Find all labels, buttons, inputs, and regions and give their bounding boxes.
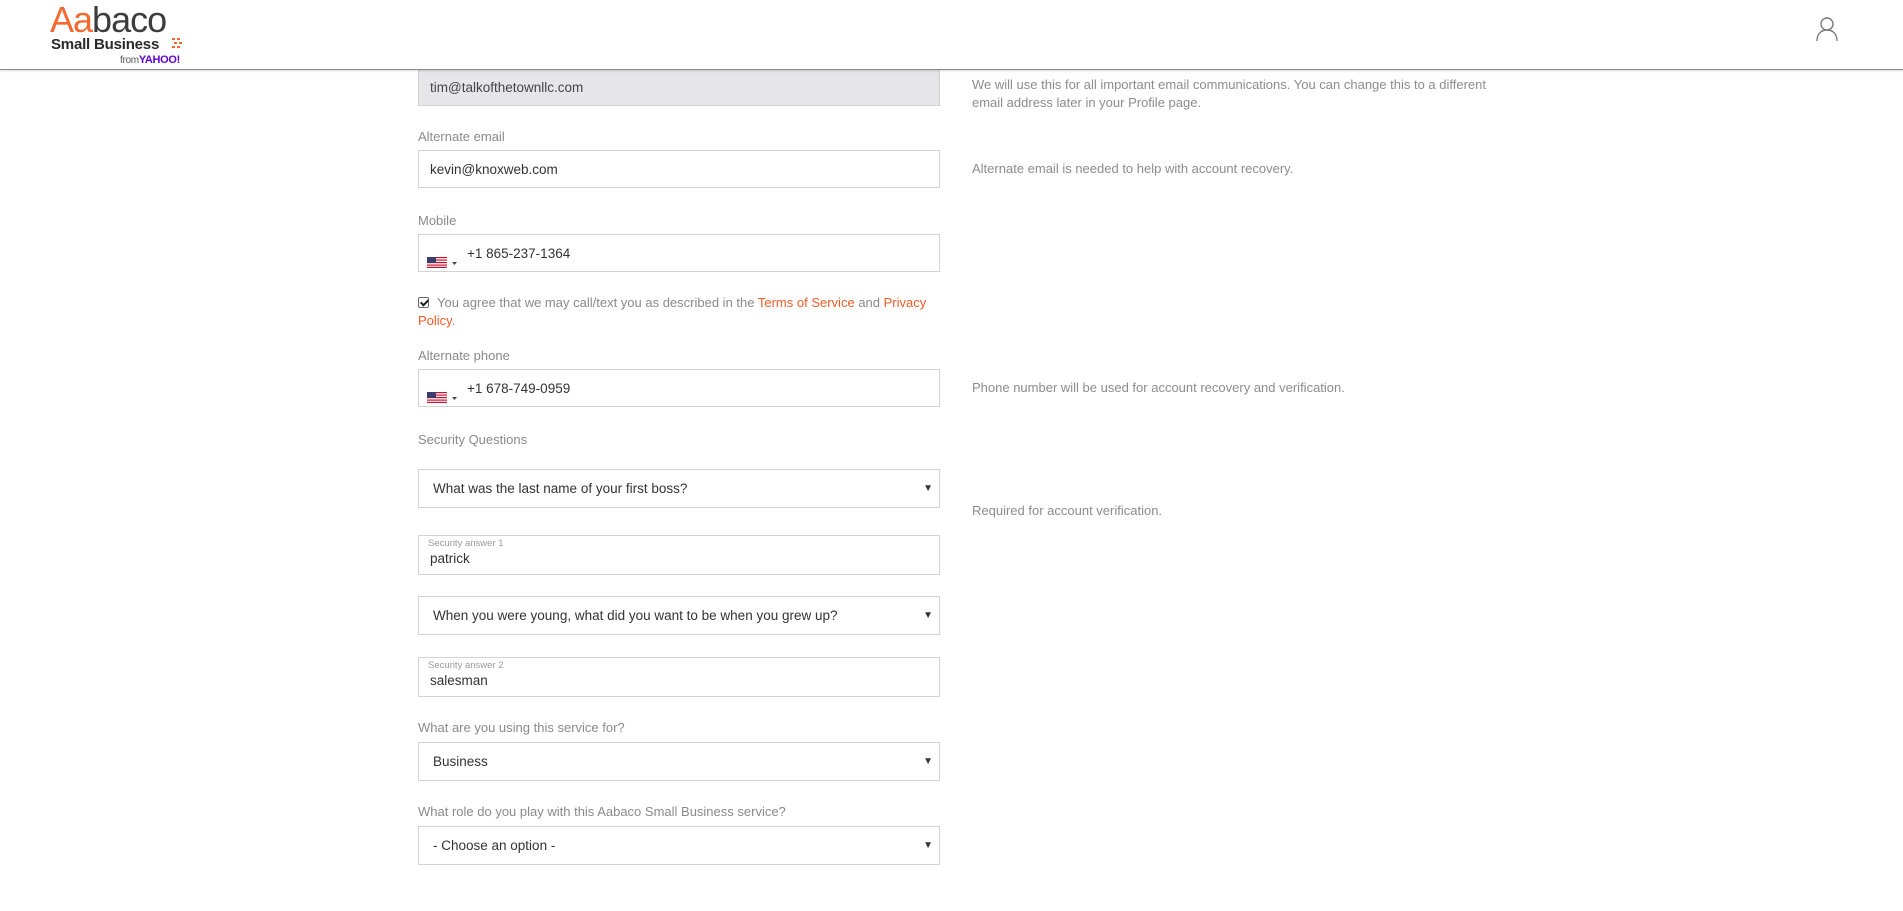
chevron-down-icon: ▼ [923,756,933,767]
alternate-phone-value: +1 678-749-0959 [467,381,571,396]
consent-period: . [451,313,456,328]
sms-consent [418,294,948,330]
security-help-text: Required for account verification. [972,503,1163,518]
mobile-country-selector[interactable] [427,247,459,261]
security-question-2-select[interactable] [418,596,940,635]
alternate-phone-country-selector[interactable] [427,382,459,396]
alternate-phone-label: Alternate phone [418,348,510,363]
logo-subtitle: Small Business [51,36,160,53]
alternate-email-help-text: Alternate email is needed to help with account recovery. [972,161,1294,176]
top-header [0,0,1903,70]
security-answer-1-label: Security answer 1 [428,538,504,549]
security-question-1-value: What was the last name of your first boss? [433,481,688,496]
security-answer-1-field[interactable] [418,535,940,575]
role-select[interactable] [418,826,940,865]
mobile-label: Mobile [418,213,457,228]
security-question-1-select[interactable] [418,469,940,508]
mobile-value: +1 865-237-1364 [467,246,571,261]
logo-from-yahoo [120,54,180,67]
us-flag-icon [427,391,459,405]
yahoo-text: YAHOO! [138,54,181,66]
alternate-email-field[interactable]: kevin@knoxweb.com [418,150,940,188]
chevron-down-icon: ▼ [923,610,933,621]
alternate-phone-field[interactable] [418,369,940,407]
logo-wordmark [50,0,166,40]
consent-checkbox[interactable] [418,297,429,308]
security-answer-1-value: patrick [430,551,470,566]
chevron-down-icon: ▼ [923,483,933,494]
security-question-2-value: When you were young, what did you want to be when you grew up? [433,608,838,623]
role-value: - Choose an option - [433,838,556,853]
user-icon[interactable] [1815,16,1839,42]
alternate-phone-help-text: Phone number will be used for account recovery and verification. [972,380,1345,395]
logo-accent-letters: Aa [50,0,93,40]
security-questions-label: Security Questions [418,432,528,447]
consent-text: You agree that we may call/text you as described in the [437,295,755,310]
role-label: What role do you play with this Aabaco Small Business service? [418,804,786,819]
chevron-down-icon: ▼ [923,840,933,851]
security-answer-2-field[interactable] [418,657,940,697]
logo-from-text: from [120,55,139,66]
mobile-field[interactable] [418,234,940,272]
primary-email-field: tim@talkofthetownllc.com [418,68,940,106]
usage-label: What are you using this service for? [418,720,625,735]
security-answer-2-value: salesman [430,673,488,688]
usage-value: Business [433,754,488,769]
email-help-text: We will use this for all important email communications. You can change this to a different email address later in your Profile page. [972,77,1487,110]
usage-select[interactable] [418,742,940,781]
aabaco-logo[interactable] [50,0,190,68]
consent-and-text: and [858,295,881,310]
alternate-email-label: Alternate email [418,129,505,144]
security-answer-2-label: Security answer 2 [428,660,504,671]
logo-dots-icon [170,38,182,52]
terms-of-service-link[interactable]: Terms of Service [757,295,855,310]
us-flag-icon [427,256,459,270]
privacy-policy-link[interactable]: Privacy Policy [418,295,927,328]
logo-rest-letters: baco [92,0,167,40]
